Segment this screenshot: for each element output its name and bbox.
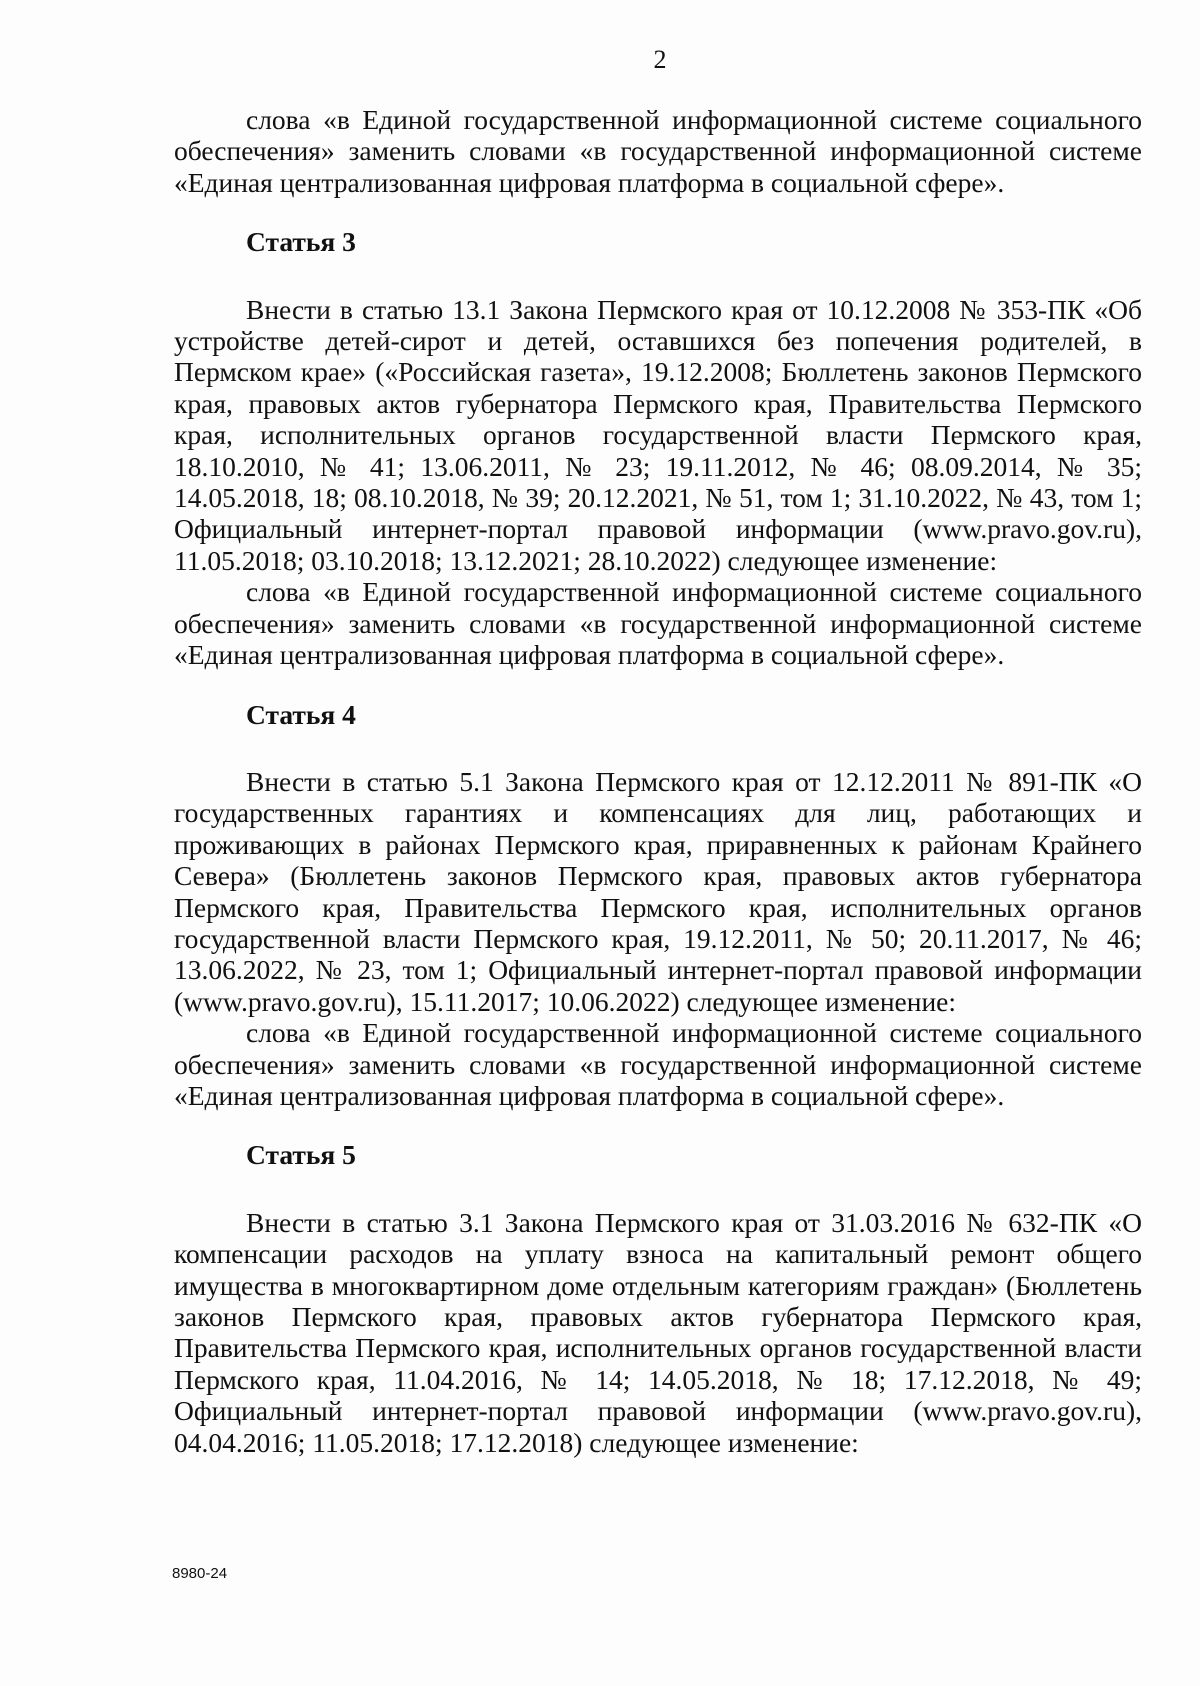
paragraph-change-continued: слова «в Единой государственной информационной системе социального обеспечения» заменить словами «в государственной информационной системе «Единая централизованная цифровая платформа в социальной сфере». [174, 104, 1142, 198]
document-code: 8980-24 [172, 1565, 228, 1582]
article-5-intro: Внести в статью 3.1 Закона Пермского края от 31.03.2016 № 632-ПК «О компенсации расходов на уплату взноса на капитальный ремонт общего имущества в многоквартирном доме отдельным категориям граждан» (Бюллетень законов Пермского края, правовых актов губернатора Пермского края, Правительства Пермского края, исполнительных органов государственной власти Пермского края, 11.04.2016, № 14; 14.05.2018, № 18; 17.12.2018, № 49; Официальный интернет-портал правовой информации (www.pravo.gov.ru), 04.04.2016; 11.05.2018; 17.12.2018) следующее изменение: [174, 1206, 1142, 1458]
article-heading-3: Статья 3 [246, 226, 356, 258]
article-4-change: слова «в Единой государственной информационной системе социального обеспечения» заменить словами «в государственной информационной системе «Единая централизованная цифровая платформа в социальной сфере». [174, 1017, 1142, 1111]
article-3-intro: Внести в статью 13.1 Закона Пермского края от 10.12.2008 № 353-ПК «Об устройстве детей-сирот и детей, оставшихся без попечения родителей, в Пермском крае» («Российская газета», 19.12.2008; Бюллетень законов Пермского края, правовых актов губернатора Пермского края, Правительства Пермского края, исполнительных органов государственной власти Пермского края, 18.10.2010, № 41; 13.06.2011, № 23; 19.11.2012, № 46; 08.09.2014, № 35; 14.05.2018, 18; 08.10.2018, № 39; 20.12.2021, № 51, том 1; 31.10.2022, № 43, том 1; Официальный интернет-портал правовой информации (www.pravo.gov.ru), 11.05.2018; 03.10.2018; 13.12.2021; 28.10.2022) следующее изменение: [174, 293, 1142, 576]
article-3-change: слова «в Единой государственной информационной системе социального обеспечения» заменить словами «в государственной информационной системе «Единая централизованная цифровая платформа в социальной сфере». [174, 576, 1142, 671]
article-4-intro: Внести в статью 5.1 Закона Пермского края от 12.12.2011 № 891-ПК «О государственных гарантиях и компенсациях для лиц, работающих и проживающих в районах Пермского края, приравненных к районам Крайнего Севера» (Бюллетень законов Пермского края, правовых актов губернатора Пермского края, Правительства Пермского края, исполнительных органов государственной власти Пермского края, 19.12.2011, № 50; 20.11.2017, № 46; 13.06.2022, № 23, том 1; Официальный интернет-портал правовой информации (www.pravo.gov.ru), 15.11.2017; 10.06.2022) следующее изменение: [174, 765, 1142, 1017]
page-number: 2 [653, 45, 667, 74]
document-body [174, 104, 1142, 1458]
article-heading-4: Статья 4 [246, 698, 356, 730]
article-heading-5: Статья 5 [246, 1139, 356, 1171]
